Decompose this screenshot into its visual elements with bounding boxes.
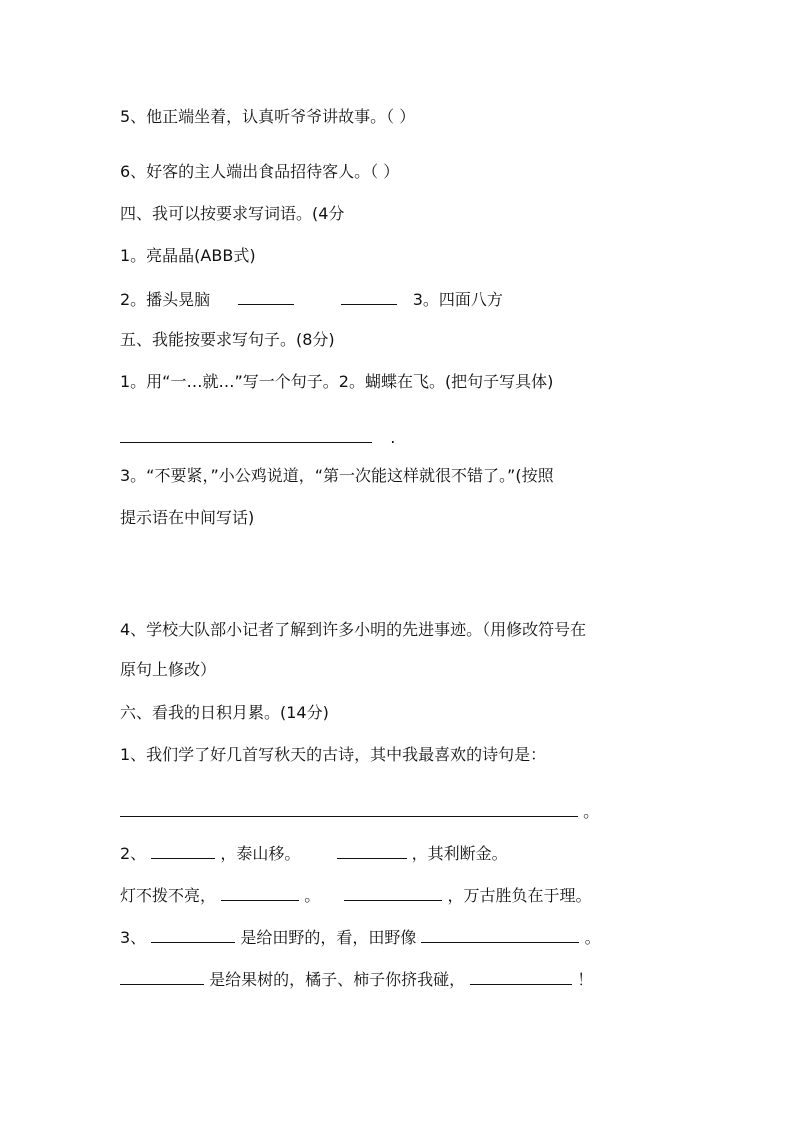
phrase-text: 是给果树的，橘子、柿子你挤我碰， bbox=[209, 970, 466, 989]
section-4-item-2-row bbox=[120, 288, 503, 310]
phrase-text: ！ bbox=[577, 970, 594, 989]
section-4-item-3-label: 3。四面八方 bbox=[412, 290, 503, 309]
phrase-text: ，其利断金。 bbox=[411, 844, 508, 863]
section-6-item-3-row-1 bbox=[120, 926, 601, 948]
section-6-item-1: 1、我们学了好几首写秋天的古诗，其中我最喜欢的诗句是： bbox=[120, 745, 547, 764]
sentence-end-mark: . bbox=[390, 428, 396, 447]
item-number: 3、 bbox=[120, 928, 147, 947]
section-5-item-4-line-2: 原句上修改） bbox=[120, 660, 217, 679]
period-mark: 。 bbox=[583, 802, 600, 821]
answer-blank[interactable] bbox=[421, 926, 579, 943]
section-5-item-4-line-1: 4、学校大队部小记者了解到许多小明的先进事迹。（用修改符号在 bbox=[120, 620, 587, 639]
answer-blank[interactable] bbox=[120, 968, 204, 985]
answer-blank[interactable] bbox=[151, 842, 215, 859]
section-4-item-1: 1。亮晶晶(ABB式) bbox=[120, 246, 256, 265]
answer-blank[interactable] bbox=[344, 884, 442, 901]
phrase-text: 灯不拨不亮， bbox=[120, 886, 217, 905]
answer-line[interactable] bbox=[120, 800, 578, 817]
answer-blank[interactable] bbox=[470, 968, 572, 985]
item-number: 2、 bbox=[120, 844, 147, 863]
section-6-item-2-row-2 bbox=[120, 884, 592, 906]
section-5-title: 五、我能按要求写句子。(8分) bbox=[120, 330, 335, 349]
answer-blank[interactable] bbox=[221, 884, 299, 901]
phrase-text: ，泰山移。 bbox=[220, 844, 301, 863]
phrase-text: 。 bbox=[304, 886, 321, 905]
section-5-item-1: 1。用“一…就…”写一个句子。2。蝴蝶在飞。(把句子写具体) bbox=[120, 372, 554, 391]
section-4-item-2-label: 2。播头晃脑 bbox=[120, 290, 211, 309]
section-4-title: 四、我可以按要求写词语。(4分 bbox=[120, 204, 345, 223]
question-5: 5、他正端坐着，认真听爷爷讲故事。（ ） bbox=[120, 107, 416, 126]
phrase-text: 是给田野的，看，田野像 bbox=[240, 928, 417, 947]
section-5-item-1-answer-row bbox=[120, 426, 395, 448]
answer-line[interactable] bbox=[120, 426, 372, 443]
section-6-item-3-row-2 bbox=[120, 968, 593, 990]
section-5-item-3-line-2: 提示语在中间写话) bbox=[120, 508, 255, 527]
section-6-title: 六、看我的日积月累。(14分) bbox=[120, 703, 329, 722]
answer-blank[interactable] bbox=[341, 288, 397, 305]
section-5-item-3-line-1: 3。“不要紧，”小公鸡说道，“第一次能这样就很不错了。”(按照 bbox=[120, 466, 554, 485]
phrase-text: ，万古胜负在于理。 bbox=[447, 886, 592, 905]
answer-blank[interactable] bbox=[238, 288, 294, 305]
answer-blank[interactable] bbox=[151, 926, 235, 943]
phrase-text: 。 bbox=[584, 928, 601, 947]
section-6-item-1-answer-row bbox=[120, 800, 599, 822]
section-6-item-2-row-1 bbox=[120, 842, 508, 864]
question-6: 6、好客的主人端出食品招待客人。（ ） bbox=[120, 162, 400, 181]
answer-blank[interactable] bbox=[337, 842, 407, 859]
